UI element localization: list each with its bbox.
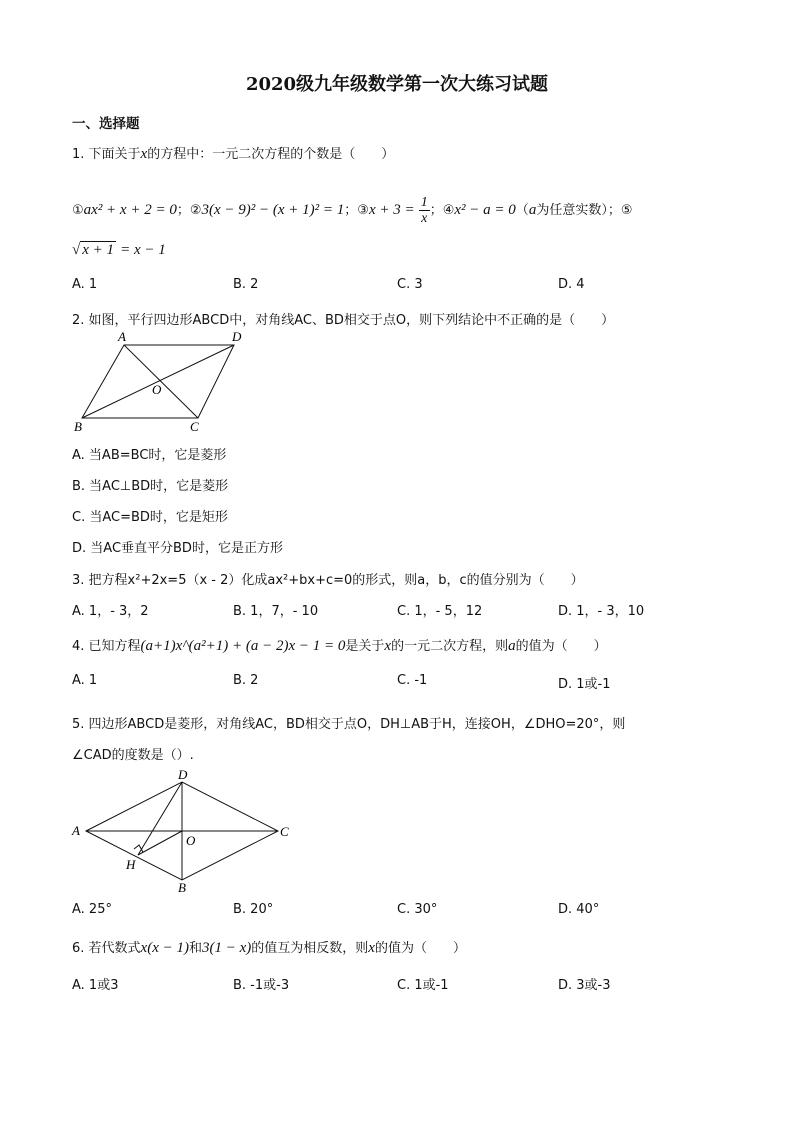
q4-option-d[interactable]: D. 1或-1 bbox=[558, 677, 611, 692]
q4-var2: a bbox=[508, 638, 516, 654]
q2-option-a[interactable]: A. 当AB=BC时，它是菱形 bbox=[72, 448, 227, 463]
q1-stem-b: 的方程中：一元二次方程的个数是（ ） bbox=[147, 147, 395, 162]
q6-stem bbox=[72, 937, 466, 957]
q1-sep-1: ；② bbox=[176, 203, 202, 218]
q6-option-a[interactable]: A. 1或3 bbox=[72, 978, 119, 993]
q1-var: x bbox=[140, 146, 148, 162]
q5-rhombus-figure bbox=[68, 765, 308, 895]
q1-note-b: 为任意实数）；⑤ bbox=[536, 203, 633, 218]
q1-eq-5-rest: = x − 1 bbox=[120, 242, 166, 258]
q5-stem-line1: 5. 四边形ABCD是菱形，对角线AC，BD相交于点O，DH⊥AB于H，连接OH，∠DHO=20°，则 bbox=[72, 717, 626, 732]
q4-var: x bbox=[384, 638, 392, 654]
q1-option-d[interactable]: D. 4 bbox=[558, 277, 585, 292]
q2-label-a: A bbox=[118, 329, 126, 344]
q6-option-d[interactable]: D. 3或-3 bbox=[558, 978, 611, 993]
q1-option-a[interactable]: A. 1 bbox=[72, 277, 98, 292]
q3-option-c[interactable]: C. 1，- 5，12 bbox=[397, 604, 483, 619]
section-heading: 一、选择题 bbox=[72, 116, 140, 132]
q5-label-o: O bbox=[186, 833, 196, 848]
q1-note-var: a bbox=[528, 202, 537, 218]
q6-var: x bbox=[368, 940, 375, 956]
q1-sep-2: ；③ bbox=[344, 203, 369, 218]
q1-eq-4: x² − a = 0 bbox=[454, 202, 516, 218]
q2-parallelogram-figure bbox=[72, 328, 262, 436]
q1-stem bbox=[72, 143, 394, 163]
q5-option-b[interactable]: B. 20° bbox=[233, 902, 274, 917]
q1-eq-3-left: x + 3 = bbox=[368, 202, 415, 218]
q1-note-a: （ bbox=[515, 203, 529, 218]
q5-option-c[interactable]: C. 30° bbox=[397, 902, 438, 917]
q6-expr-2: 3(1 − x) bbox=[202, 940, 252, 956]
page-title: 2020级九年级数学第一次大练习试题 bbox=[245, 74, 549, 95]
q6-option-b[interactable]: B. -1或-3 bbox=[233, 978, 290, 993]
q4-stem bbox=[72, 635, 607, 655]
q2-label-b: B bbox=[74, 419, 82, 434]
q5-label-c: C bbox=[280, 824, 289, 839]
q4-stem-c: 的一元二次方程，则 bbox=[391, 639, 509, 654]
q1-eq-3-fraction bbox=[419, 195, 430, 226]
q3-option-b[interactable]: B. 1，7，- 10 bbox=[233, 604, 319, 619]
q4-stem-d: 的值为（ ） bbox=[515, 639, 607, 654]
q6-stem-a: 6. 若代数式 bbox=[72, 941, 141, 956]
q1-eq-3-den: x bbox=[421, 211, 428, 226]
q6-mid: 和 bbox=[188, 941, 202, 956]
q1-mark-1: ① bbox=[72, 203, 84, 218]
q2-option-d[interactable]: D. 当AC垂直平分BD时，它是正方形 bbox=[72, 541, 283, 556]
q5-label-d: D bbox=[178, 767, 188, 782]
q4-option-b[interactable]: B. 2 bbox=[233, 673, 259, 688]
q1-stem-a: 1. 下面关于 bbox=[72, 147, 141, 162]
q6-option-c[interactable]: C. 1或-1 bbox=[397, 978, 449, 993]
q1-option-c[interactable]: C. 3 bbox=[397, 277, 423, 292]
q3-stem: 3. 把方程x²+2x=5（x - 2）化成ax²+bx+c=0的形式，则a，b，c的值分别为（ ） bbox=[72, 573, 584, 588]
q5-option-d[interactable]: D. 40° bbox=[558, 902, 600, 917]
q3-option-a[interactable]: A. 1，- 3，2 bbox=[72, 604, 149, 619]
q1-eq-5: √ x + 1 = x − 1 bbox=[72, 242, 166, 258]
q1-sep-3: ；④ bbox=[429, 203, 455, 218]
q2-option-b[interactable]: B. 当AC⊥BD时，它是菱形 bbox=[72, 479, 229, 494]
q5-stem-line2: ∠CAD的度数是（）. bbox=[72, 748, 194, 763]
q5-label-a: A bbox=[72, 823, 80, 838]
q1-option-b[interactable]: B. 2 bbox=[233, 277, 259, 292]
q5-segment-oh bbox=[138, 831, 182, 855]
q1-eq-3-num: 1 bbox=[420, 195, 428, 210]
q2-stem: 2. 如图，平行四边形ABCD中，对角线AC、BD相交于点O，则下列结论中不正确的是（ ） bbox=[72, 313, 615, 328]
q1-eq-5-radicand: x + 1 bbox=[82, 242, 115, 258]
q5-option-a[interactable]: A. 25° bbox=[72, 902, 112, 917]
q2-label-d: D bbox=[232, 329, 242, 344]
q6-stem-c: 的值为（ ） bbox=[374, 941, 466, 956]
q1-equations bbox=[72, 195, 632, 226]
q5-label-b: B bbox=[178, 880, 186, 895]
q2-option-c[interactable]: C. 当AC=BD时，它是矩形 bbox=[72, 510, 228, 525]
q4-option-c[interactable]: C. -1 bbox=[397, 673, 428, 688]
q6-stem-b: 的值互为相反数，则 bbox=[251, 941, 369, 956]
q2-label-o: O bbox=[152, 382, 162, 397]
q5-label-h: H bbox=[126, 857, 136, 872]
q2-label-c: C bbox=[190, 419, 199, 434]
q4-stem-a: 4. 已知方程 bbox=[72, 639, 141, 654]
q4-equation: (a+1)x^(a²+1) + (a − 2)x − 1 = 0 bbox=[140, 638, 346, 654]
q4-stem-b: 是关于 bbox=[345, 639, 385, 654]
q4-option-a[interactable]: A. 1 bbox=[72, 673, 98, 688]
q1-eq-1: ax² + x + 2 = 0 bbox=[83, 202, 177, 218]
q6-expr-1: x(x − 1) bbox=[140, 940, 189, 956]
q1-eq-2: 3(x − 9)² − (x + 1)² = 1 bbox=[201, 202, 345, 218]
q3-option-d[interactable]: D. 1，- 3，10 bbox=[558, 604, 645, 619]
